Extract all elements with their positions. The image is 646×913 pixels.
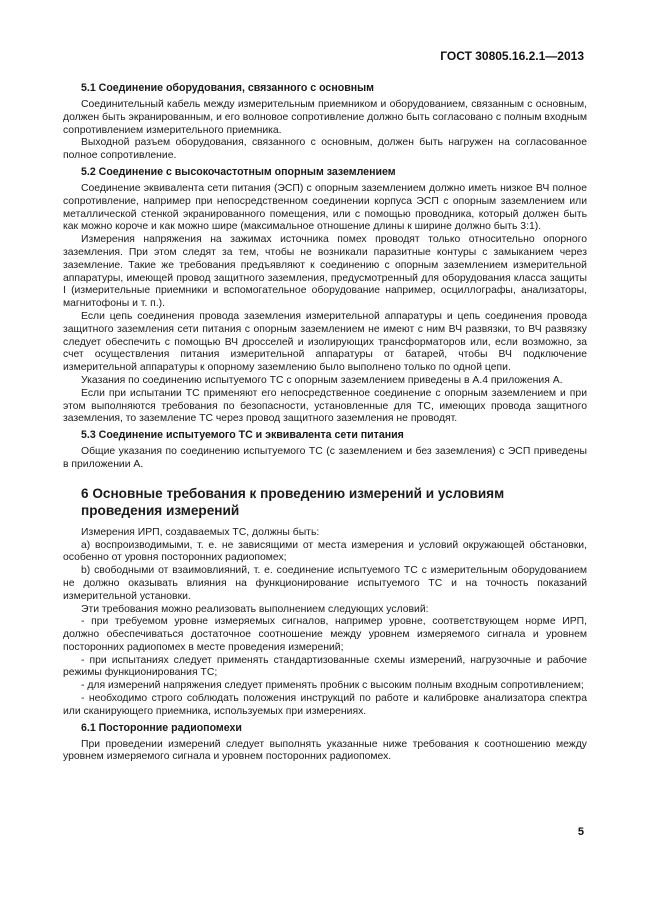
section-5-1 — [63, 82, 587, 163]
list-item: - при испытаниях следует применять стандартизованные схемы измерений, нагрузочные и рабочие режимы функционирования ТС; — [63, 654, 587, 679]
section-5-1-title: 5.1 Соединение оборудования, связанного с основным — [81, 82, 374, 94]
section-5-2 — [63, 166, 587, 426]
section-5-3-title: 5.3 Соединение испытуемого ТС и эквивалента сети питания — [81, 429, 404, 442]
page-body — [63, 82, 587, 764]
section-5-2-title: 5.2 Соединение с высокочастотным опорным заземлением — [81, 165, 396, 178]
section-6-1 — [63, 722, 587, 765]
page-number: 5 — [577, 826, 584, 838]
paragraph: При проведении измерений следует выполнять указанные ниже требования к соотношению между уровнем измеряемого сигнала и уровнем посторонних радиопомех. — [63, 738, 587, 763]
paragraph: Общие указания по соединению испытуемого ТС (с заземлением и без заземления) с ЭСП приведены в приложении А. — [63, 446, 587, 470]
paragraph: Измерения ИРП, создаваемых ТС, должны быть: — [81, 526, 320, 538]
section-6-1-title: 6.1 Посторонние радиопомехи — [81, 721, 242, 734]
paragraph: Эти требования можно реализовать выполнением следующих условий: — [81, 603, 429, 615]
list-item: а) воспроизводимыми, т. е. не зависящими от места измерения и условий окружающей обстановки, особенно от уровня посторонних радиопомех; — [63, 539, 587, 564]
section-6-title: 6 Основные требования к проведению измерений и условиям проведения измерений — [81, 485, 505, 518]
paragraph: Выходной разъем оборудования, связанного с основным, должен быть нагружен на согласованное полное сопротивление. — [63, 137, 587, 162]
section-6 — [63, 485, 587, 719]
paragraph: Указания по соединению испытуемого ТС с опорным заземлением приведены в А.4 приложения А. — [81, 374, 563, 386]
list-item: - при требуемом уровне измеряемых сигналов, например уровне, соответствующем норме ИРП, должно обеспечиваться достаточное соотношение между уровнем измеряемого сигнала и уровнем посторонних радиопомех в месте проведения измерений; — [63, 616, 587, 653]
paragraph: Измерения напряжения на зажимах источника помех проводят только относительно опорного заземления. При этом следят за тем, чтобы не возникали паразитные контуры с замыканием через заземление. Такие же требования предъявляют к соединению с опорным заземлением измерительной аппаратуры, имеющей провод защитного заземления, предусмотренный для оборудования класса защиты I (измерительные приемники и вспомогательное оборудование например, осциллографы, анализаторы, магнитофоны и т. п.). — [63, 234, 587, 310]
list-item: - необходимо строго соблюдать положения инструкций по работе и калибровке анализатора спектра или сканирующего приемника, используемых при измерениях. — [63, 693, 587, 717]
paragraph: Если цепь соединения провода заземления измерительной аппаратуры и цепь соединения провода защитного заземления сети питания с опорным заземлением не имеют с ним ВЧ развязки, то ВЧ развязку следует обеспечить с помощью ВЧ дросселей и изолирующих трансформаторов или, если возможно, за счет осуществления питания измерительной аппаратуры от батарей, чтобы ВЧ подключение измерительной аппаратуры к опорному заземлению было выполнено только по одной цепи. — [63, 310, 587, 374]
paragraph: Соединение эквивалента сети питания (ЭСП) с опорным заземлением должно иметь низкое ВЧ полное сопротивление, например при непосредственном соединении корпуса ЭСП с опорным заземлением или металлической стенкой экранированного помещения, или с помощью проводника, который должен быть как можно короче и как можно шире (максимальное отношение длины к ширине должно быть 3:1). — [63, 182, 587, 233]
document-code-header: ГОСТ 30805.16.2.1—2013 — [440, 49, 584, 63]
list-item: b) свободными от взаимовлияний, т. е. соединение испытуемого ТС с измерительным оборудованием не должно оказывать влияния на функционирование испытуемого ТС и на точность показаний измерительной установки. — [63, 565, 587, 602]
list-item: - для измерений напряжения следует применять пробник с высоким полным входным сопротивлением; — [81, 680, 584, 692]
section-5-3 — [63, 429, 587, 472]
paragraph: Соединительный кабель между измерительным приемником и оборудованием, связанным с основным, должен быть экранированным, и его волновое сопротивление должно быть согласовано с полным входным сопротивлением измерительного приемника. — [63, 99, 587, 136]
paragraph: Если при испытании ТС применяют его непосредственное соединение с опорным заземлением и при этом выполняются требования по безопасности, установленные для ТС, имеющих провода защитного заземления, то заземление ТС через провод защитного заземления не проводят. — [63, 387, 587, 425]
